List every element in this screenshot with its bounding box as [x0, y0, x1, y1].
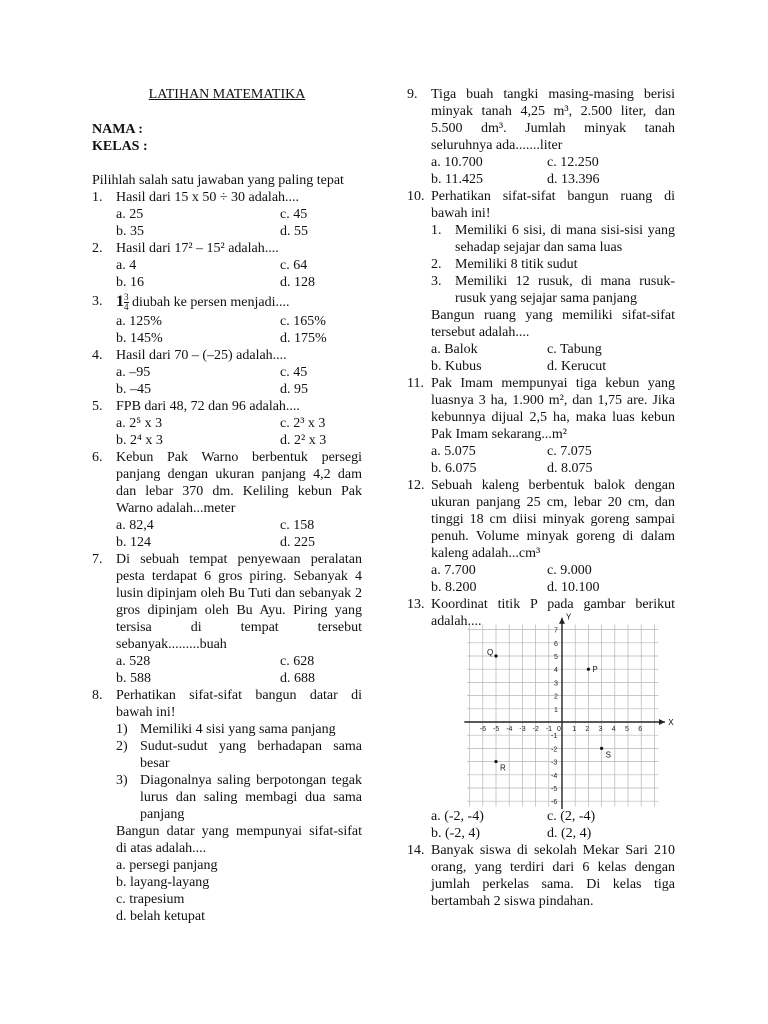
question-9: 9. Tiga buah tangki masing-masing berisi minyak tanah 4,25 m³, 2.500 liter, dan 5.500 dm³. Jumlah minyak tanah seluruhnya ada.......liter: [407, 87, 675, 153]
option-b[interactable]: b. 588: [116, 671, 151, 686]
name-label: NAMA :: [92, 122, 143, 137]
question-8: 8. Perhatikan sifat-sifat bangun datar di bawah ini!: [92, 688, 362, 720]
q8-item-2: 2) Sudut-sudut yang berhadapan sama besar: [116, 739, 362, 771]
option-c[interactable]: c. 12.250: [547, 155, 599, 170]
option-d[interactable]: d. 128: [280, 275, 315, 290]
q11-options-row-1: [407, 443, 675, 460]
option-a[interactable]: a. persegi panjang: [116, 858, 218, 873]
q9-options-row-2: [407, 171, 675, 188]
option-b[interactable]: b. layang-layang: [116, 875, 210, 890]
coordinate-graph: [429, 612, 674, 808]
y-tick-label: -2: [551, 746, 558, 754]
option-c[interactable]: c. 7.075: [547, 444, 592, 459]
mixed-number-whole: 1: [116, 293, 124, 310]
y-tick-label: -1: [551, 733, 558, 741]
question-4: 4. Hasil dari 70 – (–25) adalah....: [92, 348, 287, 363]
q1-options-row-1: [92, 206, 362, 223]
question-6: 6. Kebun Pak Warno berbentuk persegi panjang dengan ukuran panjang 4,2 dam dan lebar 370 dm. Keliling kebun Pak Warno adalah...meter: [92, 450, 362, 516]
option-a[interactable]: a. 2⁵ x 3: [116, 416, 163, 431]
option-c[interactable]: c. 9.000: [547, 563, 592, 578]
option-c[interactable]: c. 165%: [280, 314, 326, 329]
y-tick-label: -6: [551, 799, 558, 807]
x-tick-label: -6: [479, 726, 487, 733]
q8-option-d-row: [92, 908, 362, 925]
q10-options-row-1: [407, 341, 675, 358]
option-d[interactable]: d. 8.075: [547, 461, 593, 476]
option-a[interactable]: a. –95: [116, 365, 151, 380]
q1-options-row-2: [92, 223, 362, 240]
question-7: 7. Di sebuah tempat penyewaan peralatan pesta terdapat 6 gros piring. Sebanyak 4 lusin dipinjam oleh Bu Tuti dan sebanyak 2 gros dipinjam oleh Bu Ayu. Piring yang tersisa di tempat tersebut sebanyak.........buah: [92, 552, 362, 652]
option-d[interactable]: d. 55: [280, 224, 308, 239]
option-b[interactable]: b. (-2, 4): [431, 826, 480, 841]
point-r: [494, 760, 497, 763]
q3-options-row-1: [92, 313, 362, 330]
q8-item-1: 1) Memiliki 4 sisi yang sama panjang: [116, 722, 336, 737]
option-a[interactable]: a. 7.700: [431, 563, 476, 578]
x-tick-label: -4: [506, 726, 513, 733]
point-p: [587, 668, 590, 671]
left-column: [92, 86, 362, 925]
x-tick-label: -1: [545, 726, 553, 733]
y-tick-label: 6: [554, 640, 558, 648]
worksheet-title: LATIHAN MATEMATIKA: [148, 87, 306, 102]
q13-options-row-1: [407, 808, 675, 825]
axes: [464, 618, 665, 809]
q10-item-1: 1. Memiliki 6 sisi, di mana sisi-sisi yang sehadap sejajar dan sama luas: [431, 223, 675, 255]
option-d[interactable]: d. 10.100: [547, 580, 600, 595]
option-c[interactable]: c. Tabung: [547, 342, 602, 357]
y-tick-label: 5: [554, 654, 558, 661]
y-tick-label: 2: [554, 693, 558, 701]
point-q: [494, 654, 497, 657]
q8-question: Bangun datar yang mempunyai sifat-sifat di atas adalah....: [116, 824, 362, 856]
point-label-r: R: [500, 763, 506, 773]
option-b[interactable]: b. 124: [116, 535, 151, 550]
q3-options-row-2: [92, 330, 362, 347]
question-13: 13. Koordinat titik P pada gambar berikut adalah....: [407, 597, 675, 629]
option-a[interactable]: a. 528: [116, 654, 151, 669]
y-tick-label: 7: [554, 627, 558, 635]
y-tick-label: -3: [551, 759, 558, 767]
q8-item-3: 3) Diagonalnya saling berpotongan tegak lurus dan saling membagi dua sama panjang: [116, 773, 362, 822]
question-3: 3. 1 $\frac{3}{4}$ diubah ke persen menjadi....: [92, 292, 290, 313]
point-label-s: S: [605, 750, 611, 760]
x-tick-label: -5: [493, 726, 500, 733]
question-2: 2. Hasil dari 17² – 15² adalah....: [92, 241, 279, 256]
q6-options-row-2: [92, 534, 362, 551]
q2-options-row-2: [92, 274, 362, 291]
option-d[interactable]: d. 225: [280, 535, 315, 550]
question-14: 14. Banyak siswa di sekolah Mekar Sari 210 orang, yang terdiri dari 6 kelas dengan jumlah perkelas sama. Di kelas tiga bertambah 2 siswa pindahan.: [407, 843, 675, 909]
option-c[interactable]: c. (2, -4): [547, 809, 596, 824]
x-tick-label: 0: [557, 726, 561, 733]
option-c[interactable]: c. 628: [280, 654, 315, 669]
question-12: 12. Sebuah kaleng berbentuk balok dengan ukuran panjang 25 cm, lebar 20 cm, dan tinggi 18 cm diisi minyak goreng sampai penuh. Volume minyak goreng di dalam kaleng adalah...cm³: [407, 478, 675, 561]
x-tick-label: 5: [625, 726, 629, 733]
option-b[interactable]: b. 11.425: [431, 172, 483, 187]
option-d[interactable]: d. 688: [280, 671, 315, 686]
tick-labels: [480, 628, 642, 807]
point-label-q: Q: [487, 648, 494, 657]
x-tick-label: 2: [585, 726, 590, 733]
question-11: 11. Pak Imam mempunyai tiga kebun yang luasnya 3 ha, 1.900 m², dan 1,75 are. Jika kebunnya dijual 2,5 ha, maka luas kebun Pak Imam sekarang...m²: [407, 376, 675, 442]
q10-options-row-2: [407, 358, 675, 375]
option-b[interactable]: b. 145%: [116, 331, 163, 346]
option-a[interactable]: a. 10.700: [431, 155, 483, 170]
option-b[interactable]: b. 6.075: [431, 461, 477, 476]
q4-options-row-1: [92, 364, 362, 381]
q8-option-c-row: [92, 891, 362, 908]
q2-options-row-1: [92, 257, 362, 274]
option-b[interactable]: b. –45: [116, 382, 151, 397]
q7-options-row-2: [92, 670, 362, 687]
question-10: 10. Perhatikan sifat-sifat bangun ruang di bawah ini!: [407, 189, 675, 221]
option-a[interactable]: a. 4: [116, 258, 137, 273]
x-axis-label: X: [668, 718, 674, 727]
y-tick-label: 3: [554, 680, 558, 688]
option-c[interactable]: c. 2³ x 3: [280, 416, 326, 431]
option-c[interactable]: c. trapesium: [116, 892, 185, 907]
q7-options-row-1: [92, 653, 362, 670]
option-c[interactable]: c. 45: [280, 207, 308, 222]
option-d[interactable]: d. Kerucut: [547, 359, 607, 374]
instruction: Pilihlah salah satu jawaban yang paling tepat: [92, 173, 344, 188]
q12-options-row-1: [407, 562, 675, 579]
question-5: 5. FPB dari 48, 72 dan 96 adalah....: [92, 399, 300, 414]
q12-options-row-2: [407, 579, 675, 596]
x-tick-label: 1: [572, 726, 577, 733]
y-tick-label: 4: [554, 667, 558, 675]
option-c[interactable]: c. 64: [280, 258, 308, 273]
option-a[interactable]: a. 125%: [116, 314, 162, 329]
q5-options-row-2: [92, 432, 362, 449]
option-a[interactable]: a. 5.075: [431, 444, 476, 459]
point-s: [600, 747, 603, 750]
y-tick-label: -5: [551, 786, 558, 793]
x-tick-label: 3: [598, 726, 603, 733]
option-d[interactable]: d. 175%: [280, 331, 327, 346]
question-1: 1. Hasil dari 15 x 50 ÷ 30 adalah....: [92, 190, 300, 205]
option-b[interactable]: b. 16: [116, 275, 144, 290]
option-b[interactable]: b. 8.200: [431, 580, 477, 595]
q13-options-row-2: [407, 825, 675, 842]
option-d[interactable]: d. belah ketupat: [116, 909, 206, 924]
q10-item-2: 2. Memiliki 8 titik sudut: [431, 257, 578, 272]
q8-option-a-row: [92, 857, 362, 874]
option-c[interactable]: c. 158: [280, 518, 315, 533]
x-tick-label: -3: [519, 726, 526, 733]
q9-options-row-1: [407, 154, 675, 171]
option-d[interactable]: d. (2, 4): [547, 826, 592, 841]
x-axis-arrow-icon: [659, 719, 665, 725]
option-a[interactable]: a. (-2, -4): [431, 809, 484, 824]
option-a[interactable]: a. 25: [116, 207, 144, 222]
option-a[interactable]: a. 82,4: [116, 518, 154, 533]
q5-options-row-1: [92, 415, 362, 432]
q11-options-row-2: [407, 460, 675, 477]
right-column: [407, 86, 675, 910]
q8-option-b-row: [92, 874, 362, 891]
option-d[interactable]: d. 2² x 3: [280, 433, 327, 448]
option-c[interactable]: c. 45: [280, 365, 308, 380]
x-tick-label: -2: [532, 726, 539, 733]
x-tick-label: 4: [611, 726, 616, 733]
point-label-p: P: [592, 665, 598, 675]
x-tick-label: 6: [638, 726, 643, 733]
class-label: KELAS :: [92, 139, 148, 154]
q10-item-3: 3. Memiliki 12 rusuk, di mana rusuk-rusuk yang sejajar sama panjang: [431, 274, 675, 306]
option-a[interactable]: a. Balok: [431, 342, 478, 357]
option-b[interactable]: b. 35: [116, 224, 144, 239]
mixed-number-fraction: $\frac{3}{4}$: [124, 292, 129, 313]
option-b[interactable]: b. 2⁴ x 3: [116, 433, 163, 448]
y-tick-label: -4: [551, 772, 558, 780]
q6-options-row-1: [92, 517, 362, 534]
y-axis-label: Y: [566, 612, 572, 622]
option-b[interactable]: b. Kubus: [431, 359, 482, 374]
option-d[interactable]: d. 13.396: [547, 172, 600, 187]
q10-question: Bangun ruang yang memiliki sifat-sifat tersebut adalah....: [431, 308, 675, 340]
y-tick-label: 1: [554, 706, 558, 714]
q4-options-row-2: [92, 381, 362, 398]
option-d[interactable]: d. 95: [280, 382, 308, 397]
